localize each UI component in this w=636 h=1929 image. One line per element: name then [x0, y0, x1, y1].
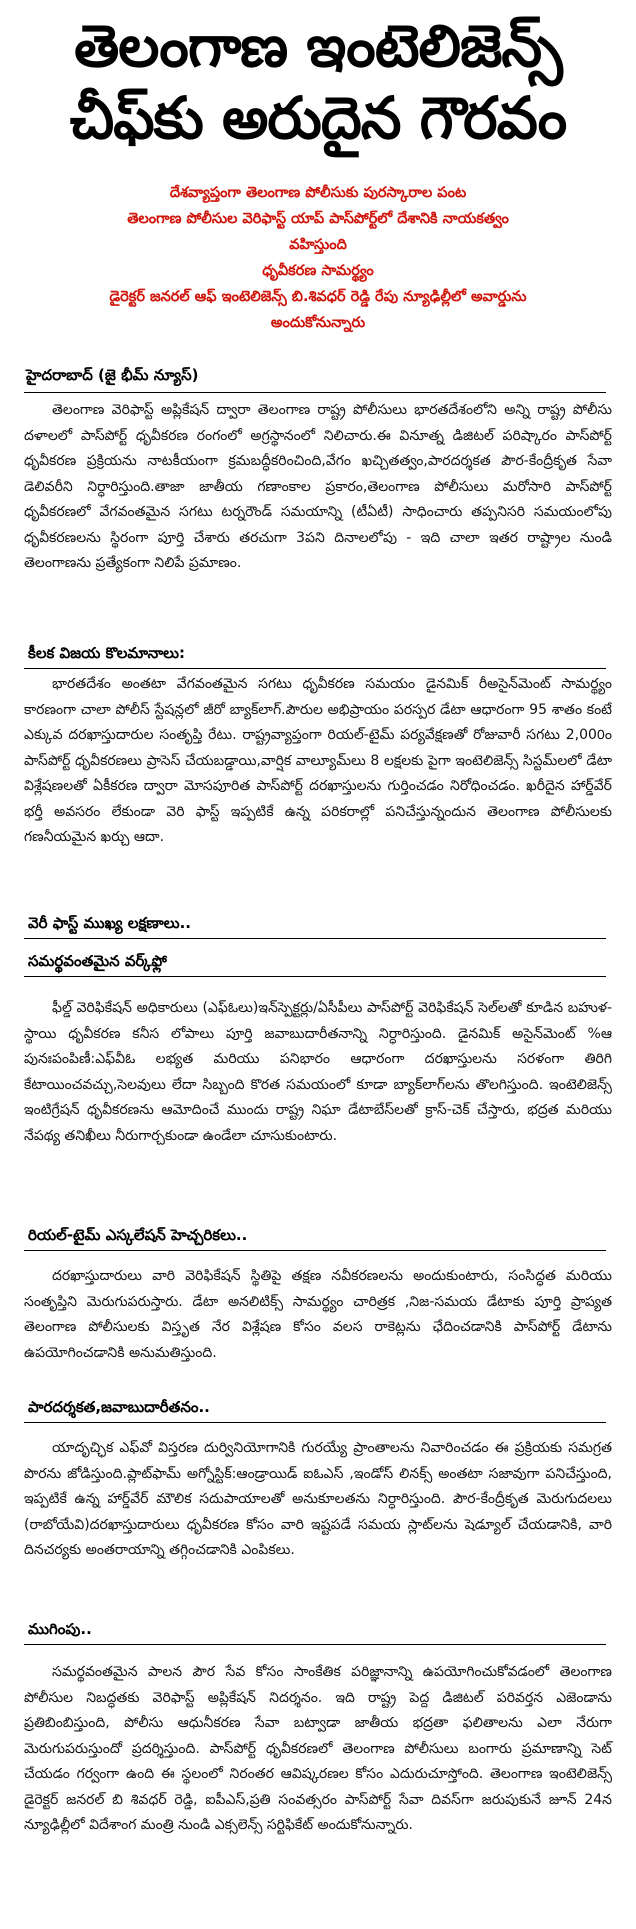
section-heading-workflow: సమర్థవంతమైన వర్క్‌ఫ్లో: [28, 952, 167, 970]
intro-block: [24, 398, 612, 577]
headline-line-1: తెలంగాణ ఇంటెలిజెన్స్: [74, 12, 562, 80]
section-body-key-metrics: [24, 672, 612, 851]
section-heading-key-metrics: కీలక విజయ కొలమానాలు:: [28, 644, 185, 662]
subheadlines: [30, 180, 606, 336]
section-paragraph: ఫీల్డ్ వెరిఫికేషన్ అధికారులు (ఎఫ్‌ఓలు)ఇన్‌స్పెక్టర్లు/ఏసీపీలు పాస్‌పోర్ట్ వెరిఫికేషన్ సెల్‌లతో కూడిన బహుళ-స్థాయి ధృవీకరణ కనీస లోపాలు పూర్తి జవాబుదారీతనాన్ని నిర్ధారిస్తుంది. డైనమిక్ అసైన్‌మెంట్ %ఆ పునఃపంపిణీ:ఎఫ్‌వీఓ లభ్యత మరియు పనిభారం ఆధారంగా దరఖాస్తులను సరళంగా తిరిగి కేటాయించవచ్చు,సెలవులు లేదా సిబ్బంది కొరత సమయంలో కూడా బ్యాక్‌లాగ్‌లను తొలగిస్తుంది. ఇంటెలిజెన్స్ ఇంటిగ్రేషన్ ధృవీకరణను ఆమోదించే ముందు రాష్ట్ర నిఘా డేటాబేస్‌లతో క్రాస్-చెక్ చేస్తారు, భద్రత మరియు నేపథ్య తనిఖీలు నీరుగార్చకుండా ఉండేలా చూసుకుంటారు.: [24, 1000, 612, 1144]
dateline-divider: [24, 392, 606, 393]
intro-paragraph: తెలంగాణ వెరిఫాస్ట్ అప్లికేషన్ ద్వారా తెలంగాణ రాష్ట్ర పోలీసులు భారతదేశంలోని అన్ని రాష్ట్ర పోలీసు దళాలలో పాస్‌పోర్ట్ ధృవీకరణ రంగంలో అగ్రస్థానంలో నిలిచారు.ఈ వినూత్న డిజిటల్ పరిష్కారం పాస్‌పోర్ట్ ధృవీకరణ ప్రక్రియను నాటకీయంగా క్రమబద్ధీకరించింది,వేగం ఖచ్చితత్వం,పారదర్శకత పౌర-కేంద్రీకృత సేవా డెలివరీని నిర్ధారిస్తుంది.తాజా జాతీయ గణాంకాల ప్రకారం,తెలంగాణ పోలీసులు మరోసారి పాస్‌పోర్ట్ ధృవీకరణలో వేగవంతమైన సగటు టర్నరౌండ్ సమయాన్ని (టీఏటీ) సాధించారు తప్పనిసరి సమయంలోపు ధృవీకరణలను స్థిరంగా పూర్తి చేశారు తరచుగా 3పని దినాలలోపు - ఇది చాలా ఇతర రాష్ట్రాల నుండి తెలంగాణను ప్రత్యేకంగా నిలిపే ప్రమాణం.: [24, 402, 612, 571]
section-paragraph: భారతదేశం అంతటా వేగవంతమైన సగటు ధృవీకరణ సమయం డైనమిక్ రీఅసైన్‌మెంట్ సామర్థ్యం కారణంగా చాలా పోలీస్ స్టేషన్లలో జీరో బ్యాక్‌లాగ్.పౌరుల అభిప్రాయం పరస్పర డేటా ఆధారంగా 95 శాతం కంటే ఎక్కువ దరఖాస్తుదారుల సంతృప్తి రేటు. రాష్ట్రవ్యాప్తంగా రియల్-టైమ్ పర్యవేక్షణతో రోజువారీ సగటు 2,000ం పాస్‌పోర్ట్ ధృవీకరణలు ప్రాసెస్ చేయబడ్డాయి,వార్షిక వాల్యూమ్‌లు 8 లక్షలకు పైగా ఇంటెలిజెన్స్ సిస్టమ్‌లలో డేటా విశ్లేషణలతో ఏకీకరణ ద్వారా మోసపూరిత పాస్‌పోర్ట్ దరఖాస్తులను గుర్తించడం నిరోధించడం. ఖరీదైన హార్డ్‌వేర్ భర్తీ అవసరం లేకుండా వెరి ఫాస్ట్ ఇప్పటికే ఉన్న పరికరాల్లో పనిచేస్తున్నందున తెలంగాణ పోలీసులకు గణనీయమైన ఖర్చు ఆదా.: [24, 676, 612, 845]
subheadline: దేశవ్యాప్తంగా తెలంగాణ పోలీసుకు పురస్కారాల పంట: [169, 185, 467, 201]
section-paragraph: సమర్థవంతమైన పాలన పౌర సేవ కోసం సాంకేతిక పరిజ్ఞానాన్ని ఉపయోగించుకోవడంలో తెలంగాణ పోలీసుల నిబద్ధతకు వెరిఫాస్ట్ అప్లికేషన్ నిదర్శనం. ఇది రాష్ట్ర పెద్ద డిజిటల్ పరివర్తన ఎజెండాను ప్రతిబింబిస్తుంది, పోలీసు ఆధునీకరణ సేవా బట్వాడా జాతీయ భద్రతా ఫలితాలను ఎలా నేరుగా మెరుగుపరుస్తుందో ప్రదర్శిస్తుంది. పాస్‌పోర్ట్ ధృవీకరణలో తెలంగాణ పోలీసులు బంగారు ప్రమాణాన్ని సెట్ చేయడం గర్వంగా ఉంది ఈ స్థలంలో నిరంతర ఆవిష్కరణల కోసం ఎదురుచూస్తోంది. తెలంగాణ ఇంటెలిజెన్స్ డైరెక్టర్ జనరల్ బి శివధర్ రెడ్డి, ఐపీఎస్,ప్రతి సంవత్సరం పాస్‌పోర్ట్ సేవా దివస్‌గా జరుపుకునే జూన్ 24న న్యూఢిల్లీలో విదేశాంగ మంత్రి నుండి ఎక్సలెన్స్ సర్టిఫికేట్ అందుకోనున్నారు.: [24, 1664, 612, 1833]
section-paragraph: దరఖాస్తుదారులు వారి వెరిఫికేషన్ స్థితిపై తక్షణ నవీకరణలను అందుకుంటారు, సంసిద్ధత మరియు సంతృప్తిని మెరుగుపరుస్తారు. డేటా అనలిటిక్స్ సామర్థ్యం చారిత్రక ,నిజ-సమయ డేటాకు పూర్తి ప్రాప్యత తెలంగాణ పోలీసులకు విస్తృత నేర విశ్లేషణ కోసం వలస రాకెట్లను ఛేదించడానికి పాస్‌పోర్ట్ డేటాను ఉపయోగించడానికి అనుమతిస్తుంది.: [24, 1268, 612, 1361]
section-divider: [24, 938, 606, 939]
section-divider: [24, 1250, 606, 1251]
subheadline: ధృవీకరణ సామర్థ్యం: [262, 263, 374, 279]
section-paragraph: యాదృచ్ఛిక ఎఫ్‌వో విస్తరణ దుర్వినియోగానికి గురయ్యే ప్రాంతాలను నివారించడం ఈ ప్రక్రియకు సమగ్రత పొరను జోడిస్తుంది.ప్లాట్‌ఫామ్ అగ్నోస్టిక్:ఆండ్రాయిడ్ ఐఓఎస్ ,ఇండోస్ లినక్స్ అంతటా సజావుగా పనిచేస్తుంది, ఇప్పటికే ఉన్న హార్డ్‌వేర్ మౌలిక సదుపాయాలతో అనుకూలతను నిర్ధారిస్తుంది. పౌర-కేంద్రీకృత మెరుగుదలలు (రాబోయేవి)దరఖాస్తుదారులు ధృవీకరణ కోసం వారి ఇష్టపడే సమయ స్లాట్‌లను షెడ్యూల్ చేయడానికి, వారి దినచర్యకు అంతరాయాన్ని తగ్గించడానికి ఎంపికలు.: [24, 1440, 612, 1558]
section-heading-conclusion: ముగింపు..: [28, 1620, 92, 1638]
subheadline: డైరెక్టర్ జనరల్ ఆఫ్ ఇంటెలిజెన్స్ బి.శివధర్ రెడ్డి రేపు న్యూఢిల్లీలో అవార్డును: [109, 289, 527, 305]
section-heading-features: వెరీ ఫాస్ట్ ముఖ్య లక్షణాలు..: [28, 914, 192, 932]
dateline: హైదరాబాద్ (జై భీమ్ న్యూస్): [26, 366, 199, 384]
section-heading-realtime-alerts: రియల్-టైమ్ ఎస్కలేషన్ హెచ్చరికలు..: [28, 1226, 248, 1244]
subheadline: వహిస్తుంది: [289, 237, 347, 253]
section-body-realtime-alerts: [24, 1264, 612, 1366]
section-heading-transparency: పారదర్శకత,జవాబుదారీతనం..: [28, 1398, 210, 1416]
section-divider: [24, 1422, 606, 1423]
section-divider: [24, 976, 606, 977]
subheadline: అందుకోనున్నారు: [270, 315, 366, 331]
section-divider: [24, 668, 606, 669]
section-body-conclusion: [24, 1660, 612, 1839]
subheadline: తెలంగాణ పోలీసుల వెరిఫాస్ట్ యాప్ పాస్‌పోర్ట్‌లో దేశానికి నాయకత్వం: [127, 211, 509, 227]
headline-line-2: చీఫ్‌కు అరుదైన గౌరవం: [69, 84, 567, 152]
section-body-workflow: [24, 996, 612, 1149]
section-body-transparency: [24, 1436, 612, 1564]
headline: [0, 10, 636, 154]
section-divider: [24, 1644, 606, 1645]
